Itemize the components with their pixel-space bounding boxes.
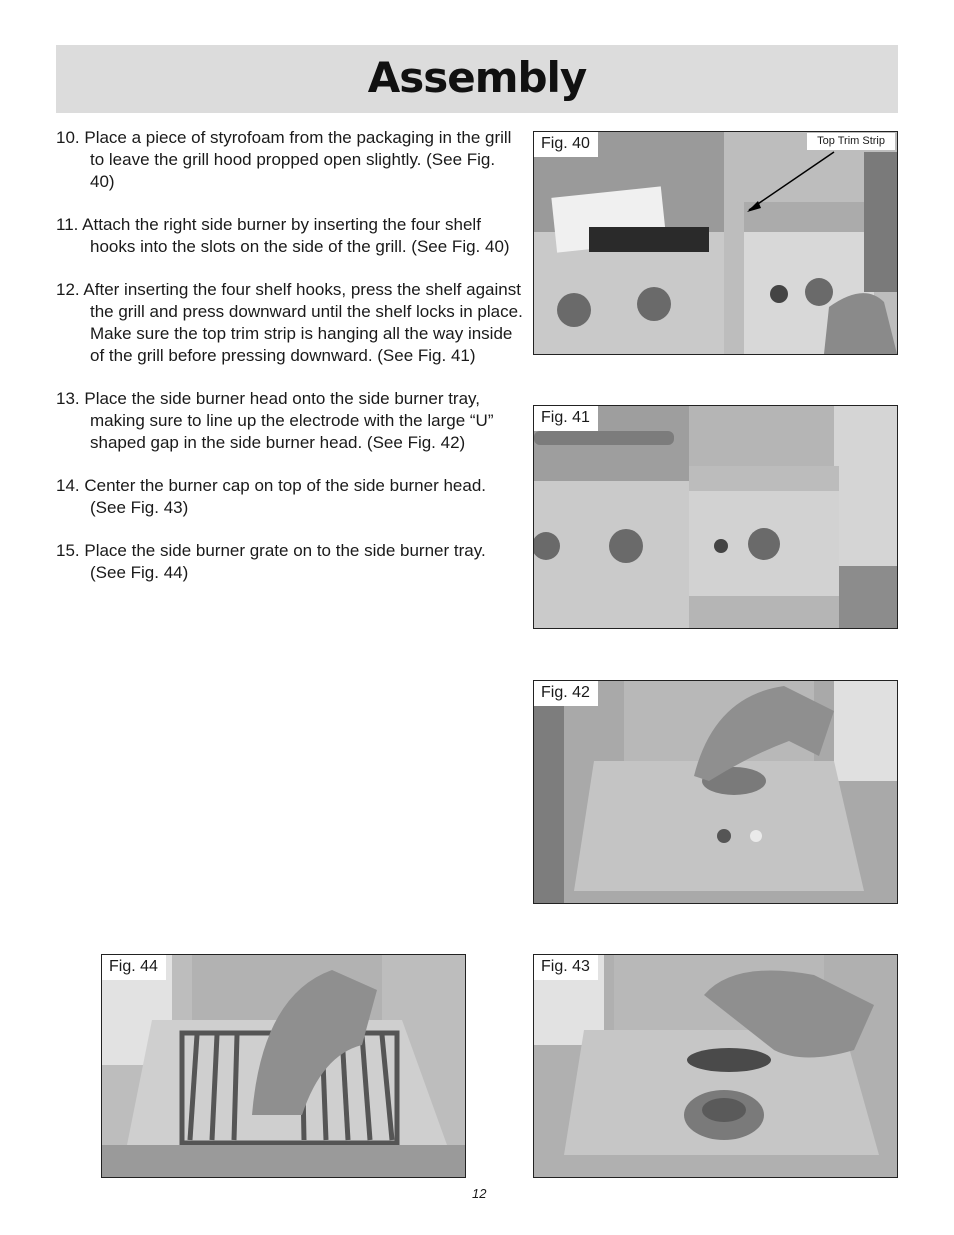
burner-cap-placement-photo (534, 955, 897, 1177)
step-15: 15. Place the side burner grate on to the side burner tray. (See Fig. 44) (56, 541, 486, 582)
figure-41-label: Fig. 41 (534, 406, 598, 431)
top-trim-strip-callout: Top Trim Strip (807, 133, 895, 150)
step-14: 14. Center the burner cap on top of the side burner head. (See Fig. 43) (56, 476, 487, 517)
page-number: 12 (472, 1186, 487, 1201)
page-title: Assembly (367, 53, 587, 102)
figure-40-label: Fig. 40 (534, 132, 598, 157)
grill-side-burner-attach-photo (534, 132, 897, 354)
burner-head-placement-photo (534, 681, 897, 903)
figure-44-photo (101, 954, 466, 1178)
instruction-list (56, 127, 524, 605)
step-10: 10. Place a piece of styrofoam from the packaging in the grill to leave the grill hood propped open slightly. (See Fig. 40) (56, 128, 512, 191)
step-11: 11. Attach the right side burner by inserting the four shelf hooks into the slots on the side of the grill. (See Fig. 40) (56, 215, 510, 256)
figure-43-label: Fig. 43 (534, 955, 598, 980)
figure-42-label: Fig. 42 (534, 681, 598, 706)
figure-44-label: Fig. 44 (102, 955, 166, 980)
step-12: 12. After inserting the four shelf hooks, press the shelf against the grill and press downward until the shelf locks in place. Make sure the top trim strip is hanging all the way inside of the grill before pressing downward. (See Fig. 41) (56, 280, 523, 365)
side-burner-locked-photo (534, 406, 897, 628)
burner-grate-placement-photo (102, 955, 465, 1177)
figure-42-photo (533, 680, 898, 904)
figure-43-photo (533, 954, 898, 1178)
title-bar (56, 45, 898, 113)
figure-40-photo (533, 131, 898, 355)
step-13: 13. Place the side burner head onto the side burner tray, making sure to line up the electrode with the large “U” shaped gap in the side burner head. (See Fig. 42) (56, 389, 494, 452)
figure-41-photo (533, 405, 898, 629)
